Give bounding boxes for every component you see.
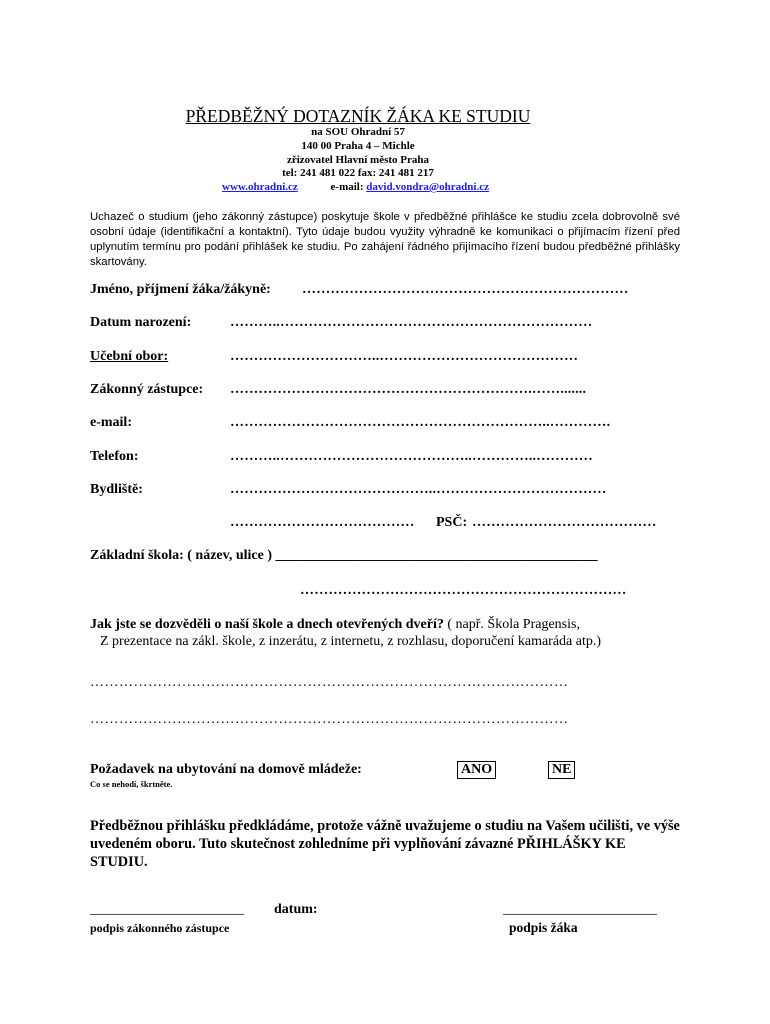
- address-line: 140 00 Praha 4 – Michle: [301, 140, 415, 152]
- email-field[interactable]: …………………………………………………………..………….: [230, 415, 611, 430]
- guardian-signature-caption: podpis zákonného zástupce: [90, 921, 230, 935]
- zip-label: PSČ:: [436, 515, 468, 530]
- page-title: PŘEDBĚŽNÝ DOTAZNÍK ŽÁKA KE STUDIU: [185, 106, 531, 126]
- question-hint: Z prezentace na zákl. škole, z inzerátu, z internetu, z rozhlasu, doporučení kamaráda atp.): [100, 634, 602, 649]
- answer-line-1[interactable]: ………………………………………………………………………………………: [90, 675, 569, 690]
- school-row: [90, 548, 598, 564]
- phone-field[interactable]: ………..…………………………………..…………..…………: [230, 449, 593, 464]
- accommodation-no-option[interactable]: NE: [548, 761, 575, 779]
- question-row: [90, 617, 580, 633]
- accommodation-note: Co se nehodí, škrtněte.: [90, 779, 173, 789]
- accommodation-label: Požadavek na ubytování na domově mládeže:: [90, 762, 362, 777]
- birth-date-field[interactable]: ………..…………………………………………………………: [230, 315, 593, 330]
- phone-line: tel: 241 481 022 fax: 241 481 217: [282, 167, 434, 179]
- question-hint-start: ( např. Škola Pragensis,: [443, 617, 580, 632]
- residence-field-line2[interactable]: …………………………………: [230, 515, 415, 530]
- accommodation-yes-option[interactable]: ANO: [457, 761, 496, 779]
- guardian-signature-line[interactable]: ______________________: [90, 902, 244, 917]
- student-signature-caption: podpis žáka: [509, 920, 578, 935]
- email-link[interactable]: david.vondra@ohradni.cz: [366, 181, 489, 193]
- question-text: Jak jste se dozvěděli o naší škole a dnech otevřených dveří?: [90, 617, 444, 632]
- declaration-paragraph: Předběžnou přihlášku předkládáme, protože vážně uvažujeme o studiu na Vašem učilišti, ve výše uvedeném oboru. Tuto skutečnost zohledníme při vyplňování závazné PŘIHLÁŠKY KE STUDIU.: [90, 818, 680, 870]
- residence-field[interactable]: ……………………………………..………………………………: [230, 482, 607, 497]
- birth-date-label: Datum narození:: [90, 315, 192, 330]
- guardian-field[interactable]: ……………………………………………………….…….......: [230, 382, 587, 397]
- name-field[interactable]: ……………………………………………………………: [302, 282, 629, 297]
- branch-label: Učební obor:: [90, 349, 169, 364]
- branch-field[interactable]: …………………………..……………………………………: [230, 349, 579, 364]
- school-field[interactable]: ______________________________________________: [275, 548, 598, 563]
- website-link[interactable]: www.ohradni.cz: [222, 181, 298, 193]
- intro-paragraph: Uchazeč o studium (jeho zákonný zástupce) poskytuje škole v předběžné přihlášce ke studiu zcela dobrovolně své osobní údaje (identifikační a kontaktní). Tyto údaje budou využity výhradně ke komunikaci o přijímacím řízení před uplynutím termínu pro podání přihlášek ke studiu. Po zahájení řádného přijímacího řízení budou předběžné přihlášky skartovány.: [90, 211, 680, 268]
- student-signature-line[interactable]: ______________________: [503, 902, 657, 917]
- answer-line-2[interactable]: ………………………………………………………………………………………: [90, 712, 569, 727]
- school-field-line2[interactable]: ……………………………………………………………: [300, 583, 627, 598]
- email-field-label: e-mail:: [90, 415, 132, 430]
- school-line: na SOU Ohradní 57: [311, 126, 405, 138]
- zip-field[interactable]: …………………………………: [472, 515, 657, 530]
- date-label: datum:: [274, 902, 318, 917]
- residence-label: Bydliště:: [90, 482, 143, 497]
- email-label: e-mail:: [330, 181, 364, 193]
- guardian-label: Zákonný zástupce:: [90, 382, 204, 397]
- founder-line: zřizovatel Hlavní město Praha: [286, 154, 430, 166]
- school-label: Základní škola: ( název, ulice ): [90, 548, 276, 563]
- phone-label: Telefon:: [90, 449, 139, 464]
- name-label: Jméno, příjmení žáka/žákyně:: [90, 282, 271, 297]
- contact-line: [222, 181, 489, 193]
